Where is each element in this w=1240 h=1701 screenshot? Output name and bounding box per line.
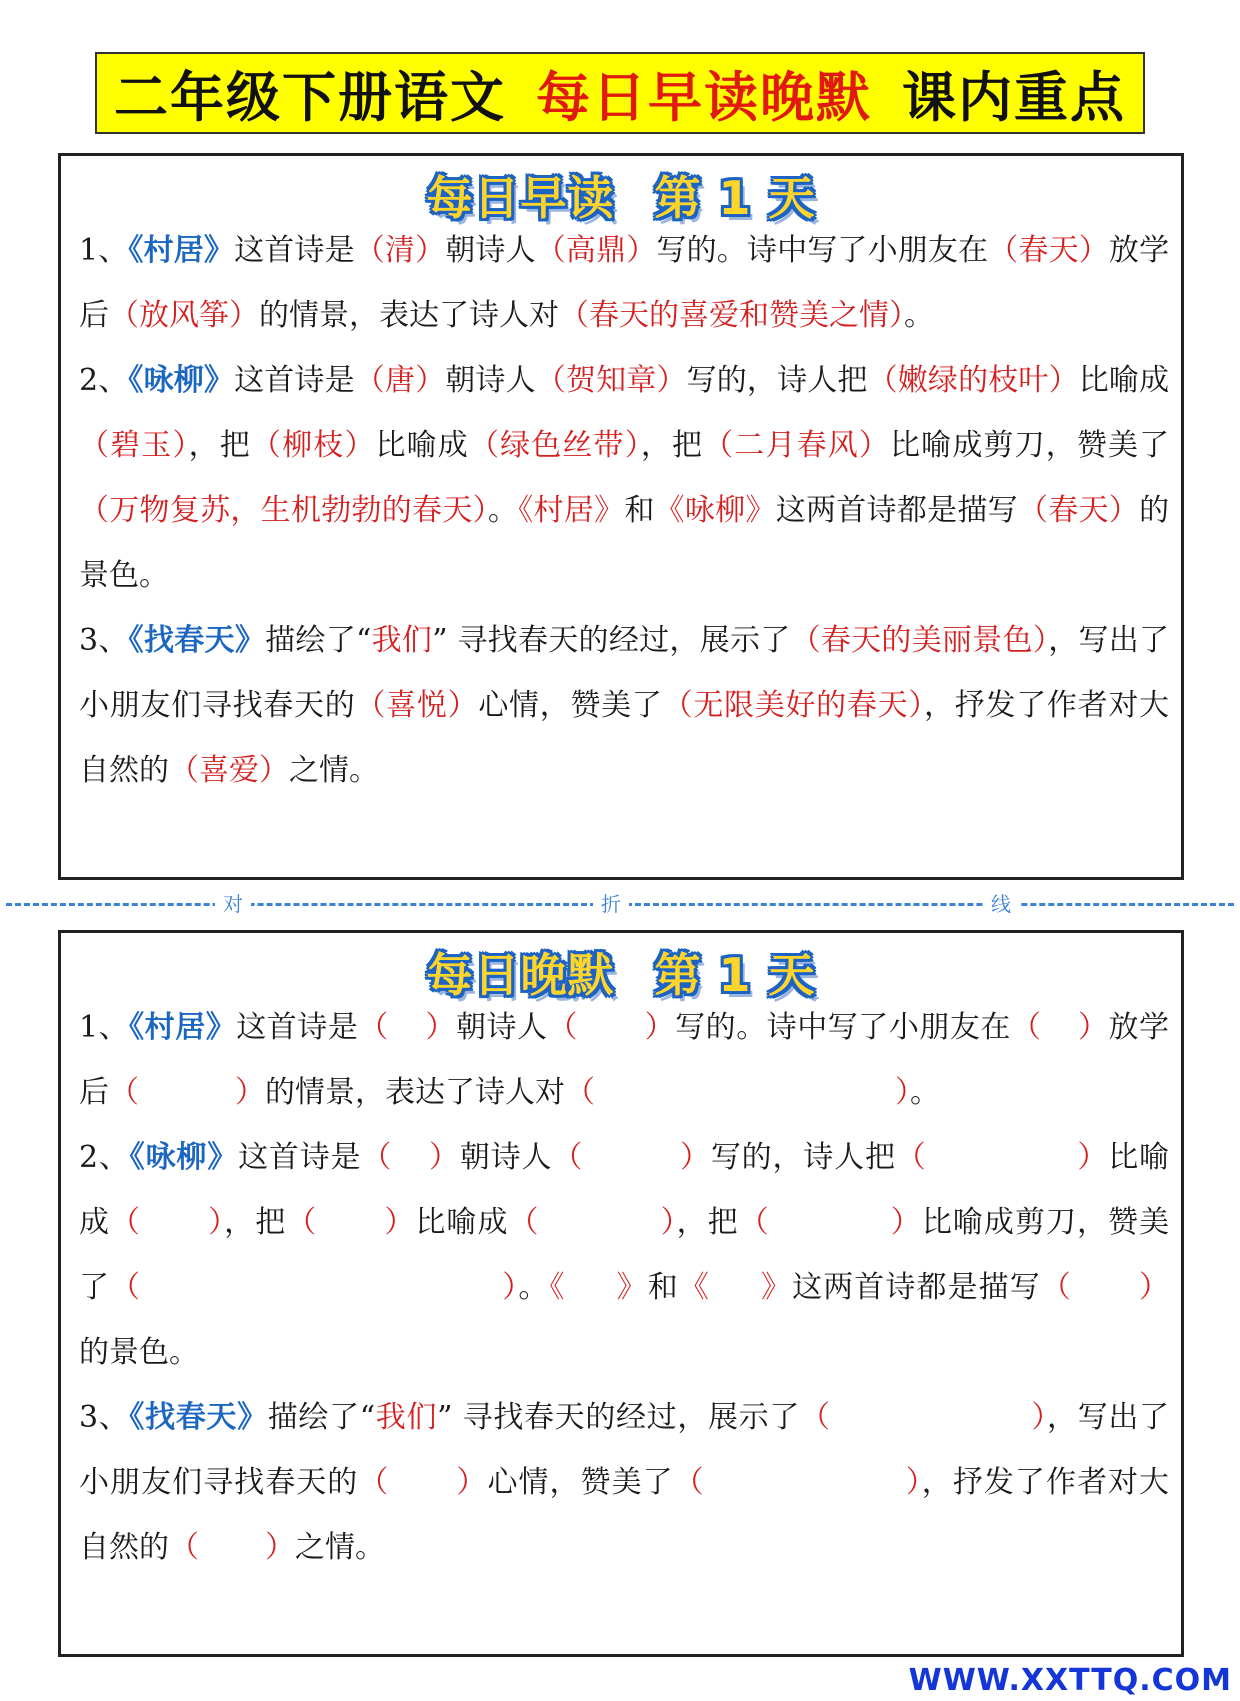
- item-number: 3、: [79, 1400, 130, 1435]
- text: 和: [647, 1270, 679, 1305]
- text: 比喻成剪刀，赞美了: [890, 428, 1170, 463]
- text: 放学后: [79, 1010, 1170, 1110]
- text: 之情。: [295, 1530, 385, 1565]
- answer: 绿色丝带: [500, 428, 625, 463]
- text: ，把: [188, 428, 251, 463]
- text: 比喻成: [415, 1205, 509, 1240]
- text: 这两首诗都是描写: [775, 493, 1018, 528]
- text: 。: [904, 298, 934, 333]
- evening-item-2: 2、《咏柳》这首诗是（ ）朝诗人（ ）写的，诗人把（ ）比喻成（ ），把（ ）比喻成（ ），把（ ）比喻成剪刀，赞美了（ ）。《 》和《 》这两首诗都是描写（ ）的景色。: [79, 1140, 1170, 1370]
- morning-item-1: 1、《村居》这首诗是（清）朝诗人（高鼎）写的。诗中写了小朋友在（春天）放学后（放风筝）的情景，表达了诗人对（春天的喜爱和赞美之情）。: [79, 233, 1170, 333]
- text: 。: [518, 1270, 550, 1305]
- text: 的情景，表达了诗人对: [259, 298, 559, 333]
- quoted-word: 我们: [375, 1400, 438, 1435]
- answer: 无限美好的春天: [693, 688, 909, 723]
- poem-title: 《咏柳》: [129, 1140, 239, 1175]
- text: 比喻成: [1078, 363, 1170, 398]
- answer: 春天的美丽景色: [820, 623, 1033, 658]
- text: 朝诗人: [459, 1140, 553, 1175]
- banner-grade-title: 二年级下册语文: [114, 65, 506, 129]
- answer: 柳枝: [282, 428, 345, 463]
- evening-recitation-box: [58, 930, 1184, 1657]
- text: 这首诗是: [238, 1140, 362, 1175]
- text: 的景色。: [79, 493, 1170, 593]
- text: 比喻成: [375, 428, 469, 463]
- answer: 春天: [1018, 233, 1079, 268]
- text: 朝诗人: [455, 1010, 548, 1045]
- item-number: 2、: [79, 363, 129, 398]
- fold-label-1: 对: [215, 892, 251, 916]
- text: 的情景，表达了诗人对: [265, 1075, 565, 1110]
- answer: 清: [384, 233, 416, 268]
- text: 心情，赞美了: [478, 688, 663, 723]
- text: ，写出了小朋友们寻找春天的: [79, 623, 1170, 723]
- answer: 唐: [384, 363, 416, 398]
- morning-content: [79, 218, 1169, 803]
- answer: 贺知章: [565, 363, 657, 398]
- evening-day-label: 第 1 天: [654, 948, 816, 1002]
- fold-line: [0, 892, 1240, 916]
- evening-item-1: 1、《村居》这首诗是（ ）朝诗人（ ）写的。诗中写了小朋友在（ ）放学后（ ）的情景，表达了诗人对（ ）。: [79, 1010, 1170, 1110]
- answer: 春天的喜爱和赞美之情: [589, 298, 889, 333]
- poem-title: 《找春天》: [129, 1400, 268, 1435]
- text: 描绘了“: [267, 1400, 376, 1435]
- text: ” 寻找春天的经过，展示了: [432, 623, 791, 658]
- item-number: 1、: [79, 233, 129, 268]
- answer: 放风筝: [139, 298, 229, 333]
- text: 。: [910, 1075, 940, 1110]
- text: 这首诗是: [236, 1010, 359, 1045]
- text: ，把: [640, 428, 704, 463]
- fold-label-2: 折: [593, 892, 629, 916]
- poem-title: 《村居》: [128, 233, 235, 268]
- text: ，抒发了作者对大自然的: [79, 1465, 1170, 1565]
- poem-title: 《村居》: [129, 1010, 237, 1045]
- text: ，把: [676, 1205, 739, 1240]
- text: 写的。诗中写了小朋友在: [675, 1010, 1011, 1045]
- morning-title-label: 每日早读: [426, 171, 615, 225]
- text: 这两首诗都是描写: [792, 1270, 1041, 1305]
- poem-title: 《咏柳》: [128, 363, 235, 398]
- answer: 喜爱: [199, 753, 259, 788]
- answer: 春天: [1048, 493, 1109, 528]
- text: 比喻成剪刀，赞美了: [79, 1205, 1170, 1305]
- fold-label-3: 线: [983, 892, 1019, 916]
- text: 写的，诗人把: [710, 1140, 896, 1175]
- answer: 万物复苏，生机勃勃的春天: [109, 493, 473, 528]
- text: ，写出了小朋友们寻找春天的: [79, 1400, 1170, 1500]
- text: 放学后: [79, 233, 1170, 333]
- text: 和: [624, 493, 655, 528]
- text: 之情。: [289, 753, 379, 788]
- evening-title-label: 每日晚默: [426, 948, 615, 1002]
- answer: 《村居》: [518, 493, 625, 528]
- text: 描绘了“: [265, 623, 372, 658]
- text: 。: [487, 493, 519, 528]
- text: 写的。诗中写了小朋友在: [656, 233, 989, 268]
- answer: 碧玉: [110, 428, 173, 463]
- text: ，抒发了作者对大自然的: [79, 688, 1170, 788]
- text: 的景色。: [79, 1335, 199, 1370]
- text: 朝诗人: [445, 233, 536, 268]
- answer: 二月春风: [734, 428, 859, 463]
- morning-item-2: 2、《咏柳》这首诗是（唐）朝诗人（贺知章）写的，诗人把（嫩绿的枝叶）比喻成（碧玉），把（柳枝）比喻成（绿色丝带），把（二月春风）比喻成剪刀，赞美了（万物复苏，生机勃勃的春天）。《村居》和《咏柳》这两首诗都是描写（春天）的景色。: [79, 363, 1170, 593]
- morning-reading-box: [58, 153, 1184, 880]
- text: 这首诗是: [234, 363, 355, 398]
- text: 心情，赞美了: [487, 1465, 674, 1500]
- footer-url: WWW.XXTTQ.COM: [908, 1663, 1232, 1698]
- text: 朝诗人: [445, 363, 536, 398]
- answer: 嫩绿的枝叶: [897, 363, 1049, 398]
- answer: 《咏柳》: [654, 493, 776, 528]
- text: ，把: [224, 1205, 287, 1240]
- text: 写的，诗人把: [686, 363, 868, 398]
- banner-focus-title: 课内重点: [902, 65, 1126, 129]
- text: 比喻成: [79, 1140, 1170, 1240]
- poem-title: 《找春天》: [128, 623, 266, 658]
- page-banner: [95, 52, 1145, 134]
- answer: 高鼎: [565, 233, 627, 268]
- item-number: 1、: [79, 1010, 130, 1045]
- item-number: 3、: [79, 623, 129, 658]
- evening-item-3: 3、《找春天》描绘了“我们” 寻找春天的经过，展示了（ ），写出了小朋友们寻找春天的（ ）心情，赞美了（ ），抒发了作者对大自然的（ ）之情。: [79, 1400, 1170, 1565]
- evening-content: [79, 995, 1169, 1580]
- item-number: 2、: [79, 1140, 130, 1175]
- answer: 喜悦: [386, 688, 448, 723]
- text: 这首诗是: [234, 233, 355, 268]
- morning-item-3: 3、《找春天》描绘了“我们” 寻找春天的经过，展示了（春天的美丽景色），写出了小朋友们寻找春天的（喜悦）心情，赞美了（无限美好的春天），抒发了作者对大自然的（喜爱）之情。: [79, 623, 1170, 788]
- quoted-word: 我们: [371, 623, 433, 658]
- banner-highlight-title: 每日早读晚默: [536, 65, 872, 129]
- text: ” 寻找春天的经过，展示了: [437, 1400, 801, 1435]
- morning-day-label: 第 1 天: [654, 171, 816, 225]
